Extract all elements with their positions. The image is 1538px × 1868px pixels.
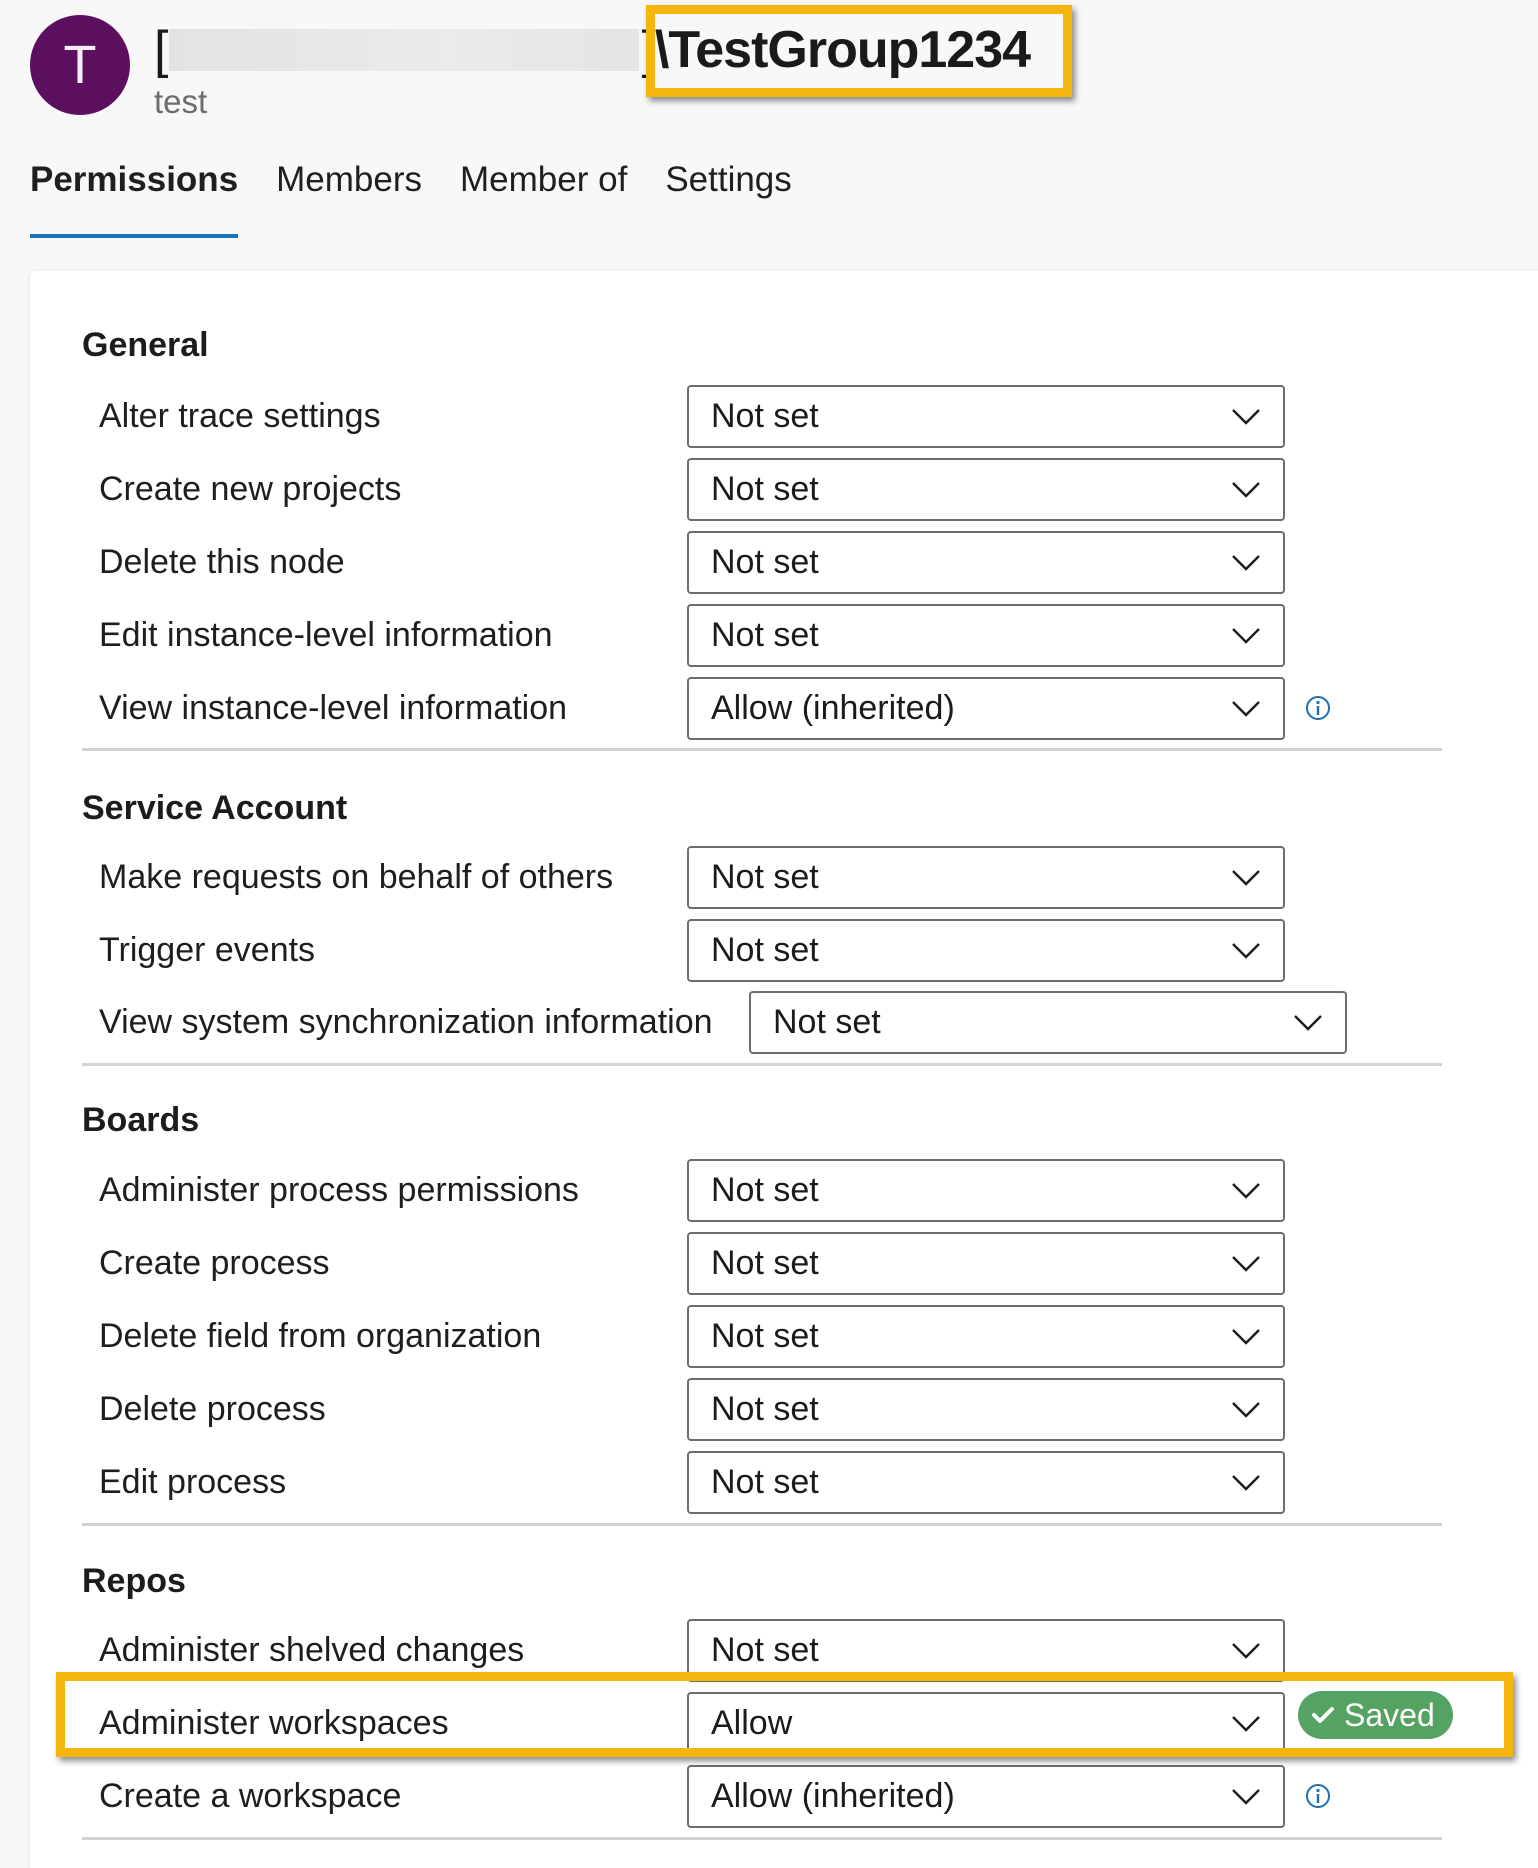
chevron-down-icon — [1231, 699, 1261, 719]
permission-dropdown[interactable] — [749, 991, 1347, 1054]
tab-members[interactable]: Members — [276, 160, 423, 199]
permission-label: Alter trace settings — [99, 397, 381, 435]
permission-row — [82, 385, 1442, 448]
permission-dropdown[interactable] — [687, 846, 1285, 909]
section-title: Service Account — [82, 789, 348, 827]
dropdown-value: Not set — [773, 1003, 881, 1041]
permission-label: Make requests on behalf of others — [99, 858, 614, 896]
dropdown-value: Not set — [711, 858, 819, 896]
group-description: test — [154, 83, 208, 120]
avatar — [30, 15, 130, 115]
permission-dropdown[interactable] — [687, 1159, 1285, 1222]
permission-label: Edit process — [99, 1463, 287, 1501]
permission-row — [82, 677, 1442, 740]
permission-label: Trigger events — [99, 931, 316, 969]
chevron-down-icon — [1231, 1714, 1261, 1734]
chevron-down-icon — [1231, 1254, 1261, 1274]
permission-dropdown[interactable] — [687, 1305, 1285, 1368]
permission-dropdown[interactable] — [687, 604, 1285, 667]
chevron-down-icon — [1231, 553, 1261, 573]
dropdown-value: Not set — [711, 543, 819, 581]
permission-row — [82, 1765, 1442, 1828]
permissions-card — [30, 271, 1538, 1868]
permission-dropdown[interactable] — [687, 1378, 1285, 1441]
tab-member-of[interactable]: Member of — [460, 160, 628, 199]
permission-label: Edit instance-level information — [99, 616, 553, 654]
dropdown-value: Not set — [711, 616, 819, 654]
chevron-down-icon — [1231, 1400, 1261, 1420]
tab-settings[interactable]: Settings — [665, 160, 792, 199]
permission-dropdown[interactable] — [687, 1692, 1285, 1755]
permission-row — [82, 919, 1442, 982]
permission-dropdown[interactable] — [687, 1619, 1285, 1682]
chevron-down-icon — [1231, 626, 1261, 646]
dropdown-value: Not set — [711, 931, 819, 969]
dropdown-value: Not set — [711, 1631, 819, 1669]
permission-row — [82, 458, 1442, 521]
permission-row — [82, 1451, 1442, 1514]
section-divider — [82, 1837, 1442, 1840]
dropdown-value: Allow (inherited) — [711, 689, 955, 727]
info-icon[interactable] — [1305, 1783, 1331, 1809]
page-title — [154, 20, 1030, 80]
permission-label: Administer shelved changes — [99, 1631, 525, 1669]
permission-label: Create process — [99, 1244, 330, 1282]
section-title: General — [82, 326, 209, 364]
saved-label: Saved — [1344, 1696, 1435, 1733]
permission-row — [82, 604, 1442, 667]
permission-row — [82, 991, 1442, 1054]
chevron-down-icon — [1231, 868, 1261, 888]
tab-permissions[interactable]: Permissions — [30, 150, 238, 240]
permission-dropdown[interactable] — [687, 1765, 1285, 1828]
permission-dropdown[interactable] — [687, 1232, 1285, 1295]
chevron-down-icon — [1231, 1181, 1261, 1201]
permission-dropdown[interactable] — [687, 677, 1285, 740]
permission-label: View instance-level information — [99, 689, 568, 727]
permission-label: Administer workspaces — [99, 1704, 449, 1742]
permission-row — [82, 1159, 1442, 1222]
permission-row — [82, 1305, 1442, 1368]
chevron-down-icon — [1293, 1013, 1323, 1033]
dropdown-value: Not set — [711, 1244, 819, 1282]
permission-row — [82, 1378, 1442, 1441]
permission-dropdown[interactable] — [687, 1451, 1285, 1514]
permission-row — [82, 1619, 1442, 1682]
dropdown-value: Not set — [711, 1317, 819, 1355]
permission-label: Create a workspace — [99, 1777, 402, 1815]
section-title: Repos — [82, 1562, 186, 1600]
permission-label: Delete process — [99, 1390, 326, 1428]
permission-dropdown[interactable] — [687, 919, 1285, 982]
avatar-initial: T — [63, 35, 97, 95]
permission-row — [82, 531, 1442, 594]
dropdown-value: Not set — [711, 1463, 819, 1501]
chevron-down-icon — [1231, 1473, 1261, 1493]
permission-dropdown[interactable] — [687, 385, 1285, 448]
permission-label: Delete this node — [99, 543, 345, 581]
permission-row — [82, 1692, 1442, 1755]
saved-badge — [1298, 1691, 1453, 1739]
dropdown-value: Allow (inherited) — [711, 1777, 955, 1815]
section-divider — [82, 1523, 1442, 1526]
permission-dropdown[interactable] — [687, 458, 1285, 521]
group-name: \TestGroup1234 — [654, 21, 1031, 79]
permission-label: View system synchronization information — [99, 1003, 713, 1041]
permission-row — [82, 1232, 1442, 1295]
permission-label: Administer process permissions — [99, 1171, 579, 1209]
permission-row — [82, 846, 1442, 909]
title-bracket-open: [ — [154, 21, 168, 79]
tab-bar — [30, 150, 830, 240]
permission-label: Create new projects — [99, 470, 402, 508]
chevron-down-icon — [1231, 407, 1261, 427]
section-title: Boards — [82, 1101, 200, 1139]
permission-dropdown[interactable] — [687, 531, 1285, 594]
dropdown-value: Not set — [711, 397, 819, 435]
section-divider — [82, 748, 1442, 751]
dropdown-value: Not set — [711, 1390, 819, 1428]
chevron-down-icon — [1231, 1641, 1261, 1661]
redacted-org-name — [169, 29, 639, 71]
dropdown-value: Allow — [711, 1704, 793, 1742]
section-divider — [82, 1063, 1442, 1066]
chevron-down-icon — [1231, 1327, 1261, 1347]
chevron-down-icon — [1231, 480, 1261, 500]
title-bracket-close: ] — [641, 21, 655, 79]
checkmark-icon — [1312, 1706, 1334, 1724]
info-icon[interactable] — [1305, 695, 1331, 721]
chevron-down-icon — [1231, 941, 1261, 961]
dropdown-value: Not set — [711, 470, 819, 508]
chevron-down-icon — [1231, 1787, 1261, 1807]
dropdown-value: Not set — [711, 1171, 819, 1209]
permission-label: Delete field from organization — [99, 1317, 542, 1355]
